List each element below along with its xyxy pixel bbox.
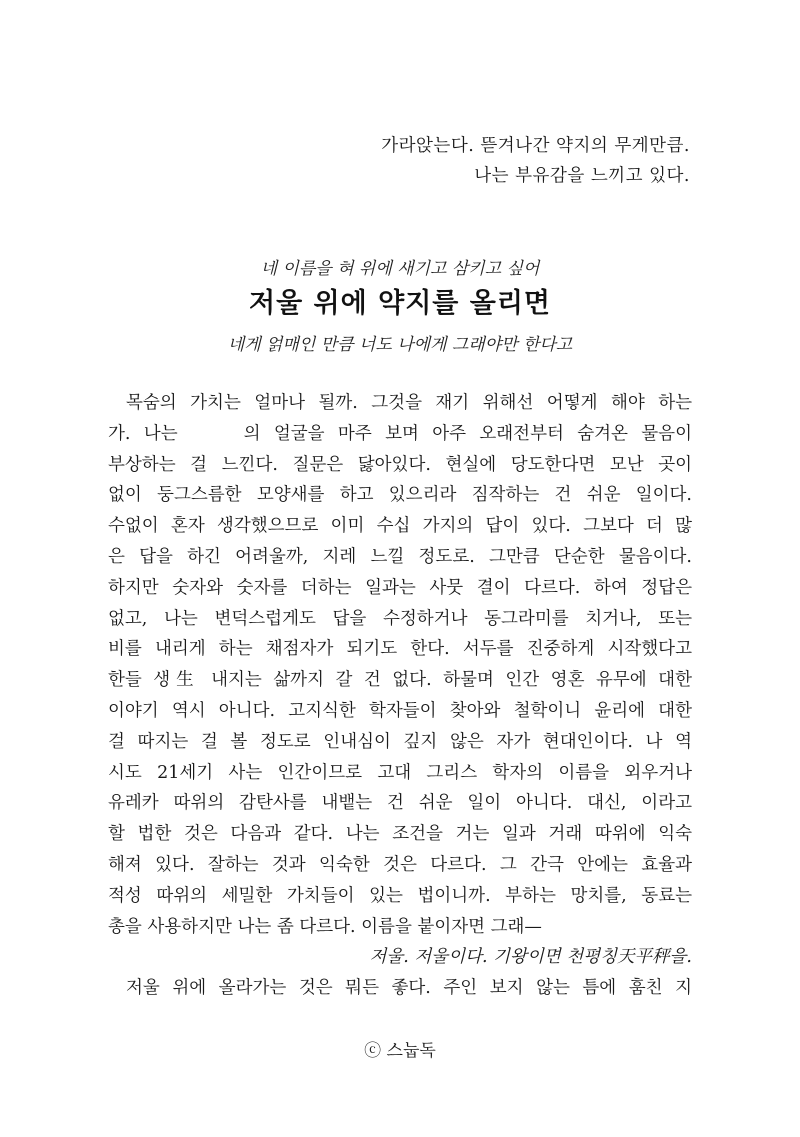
italic-aside: 저울. 저울이다. 기왕이면 천평칭天平秤을. [369,947,692,968]
body-line: 걸 따지는 걸 볼 정도로 인내심이 깊지 않은 자가 현대인이다. 나 역 [108,731,692,752]
body-line: 한들 생生 내지는 삶까지 갈 건 없다. 하물며 인간 영혼 유무에 대한 [108,670,692,691]
body-line: 은 답을 하긴 어려울까, 지레 느낄 정도로. 그만큼 단순한 물음이다. [108,546,692,567]
body-line: 수없이 혼자 생각했으므로 이미 수십 가지의 답이 있다. 그보다 더 많 [108,516,692,537]
body-line-rest: 의 얼굴을 마주 보며 아주 오래전부터 숨겨온 물음이 [243,423,692,444]
opening-line-2: 나는 부유감을 느끼고 있다. [474,166,690,186]
opening-lines [381,131,690,191]
body-line-prefix: 가. 나는 [108,423,178,444]
body-line: 유레카 따위의 감탄사를 내뱉는 건 쉬운 일이 아니다. 대신, 이라고 [108,793,692,814]
body-line: 목숨의 가치는 얼마나 될까. 그것을 재기 위해선 어떻게 해야 하는 [126,393,692,413]
opening-line-1: 가라앉는다. 뜯겨나간 약지의 무게만큼. [381,136,690,156]
body-line: 해져 있다. 잘하는 것과 익숙한 것은 다르다. 그 간극 안에는 효율과 [108,854,692,875]
body-line: 이야기 역시 아니다. 고지식한 학자들이 찾아와 철학이니 윤리에 대한 [108,700,692,721]
body-line [108,419,692,450]
body-line: 시도 21세기 사는 인간이므로 고대 그리스 학자의 이름을 외우거나 [108,762,692,783]
body-paragraph [108,388,692,1004]
body-line: 하지만 숫자와 숫자를 더하는 일과는 사뭇 결이 다르다. 하여 정답은 [108,577,692,598]
body-line: 없고, 나는 변덕스럽게도 답을 수정하거나 동그라미를 치거나, 또는 [108,608,692,629]
epigraph-top: 네 이름을 혀 위에 새기고 삼키고 싶어 [260,259,540,279]
copyright-footer: ⓒ 스눕독 [364,1041,436,1061]
body-line: 적성 따위의 세밀한 가치들이 있는 법이니까. 부하는 망치를, 동료는 [108,885,692,906]
body-line: 없이 둥그스름한 모양새를 하고 있으리라 짐작하는 건 쉬운 일이다. [108,485,692,506]
body-line: 비를 내리게 하는 채점자가 되기도 한다. 서두를 진중하게 시작했다고 [108,639,692,660]
body-line: 총을 사용하지만 나는 좀 다르다. 이름을 붙이자면 그래— [108,916,542,937]
epigraph-bottom: 네게 얽매인 만큼 너도 나에게 그래야만 한다고 [227,335,573,355]
chapter-title: 저울 위에 약지를 올리면 [248,288,552,319]
body-line-final: 저울 위에 올라가는 것은 뭐든 좋다. 주인 보지 않는 틈에 훔친 지 [126,978,692,999]
body-line: 할 법한 것은 다음과 같다. 나는 조건을 거는 일과 거래 따위에 익숙 [108,824,692,845]
body-line: 부상하는 걸 느낀다. 질문은 닳아있다. 현실에 당도한다면 모난 곳이 [108,454,692,475]
